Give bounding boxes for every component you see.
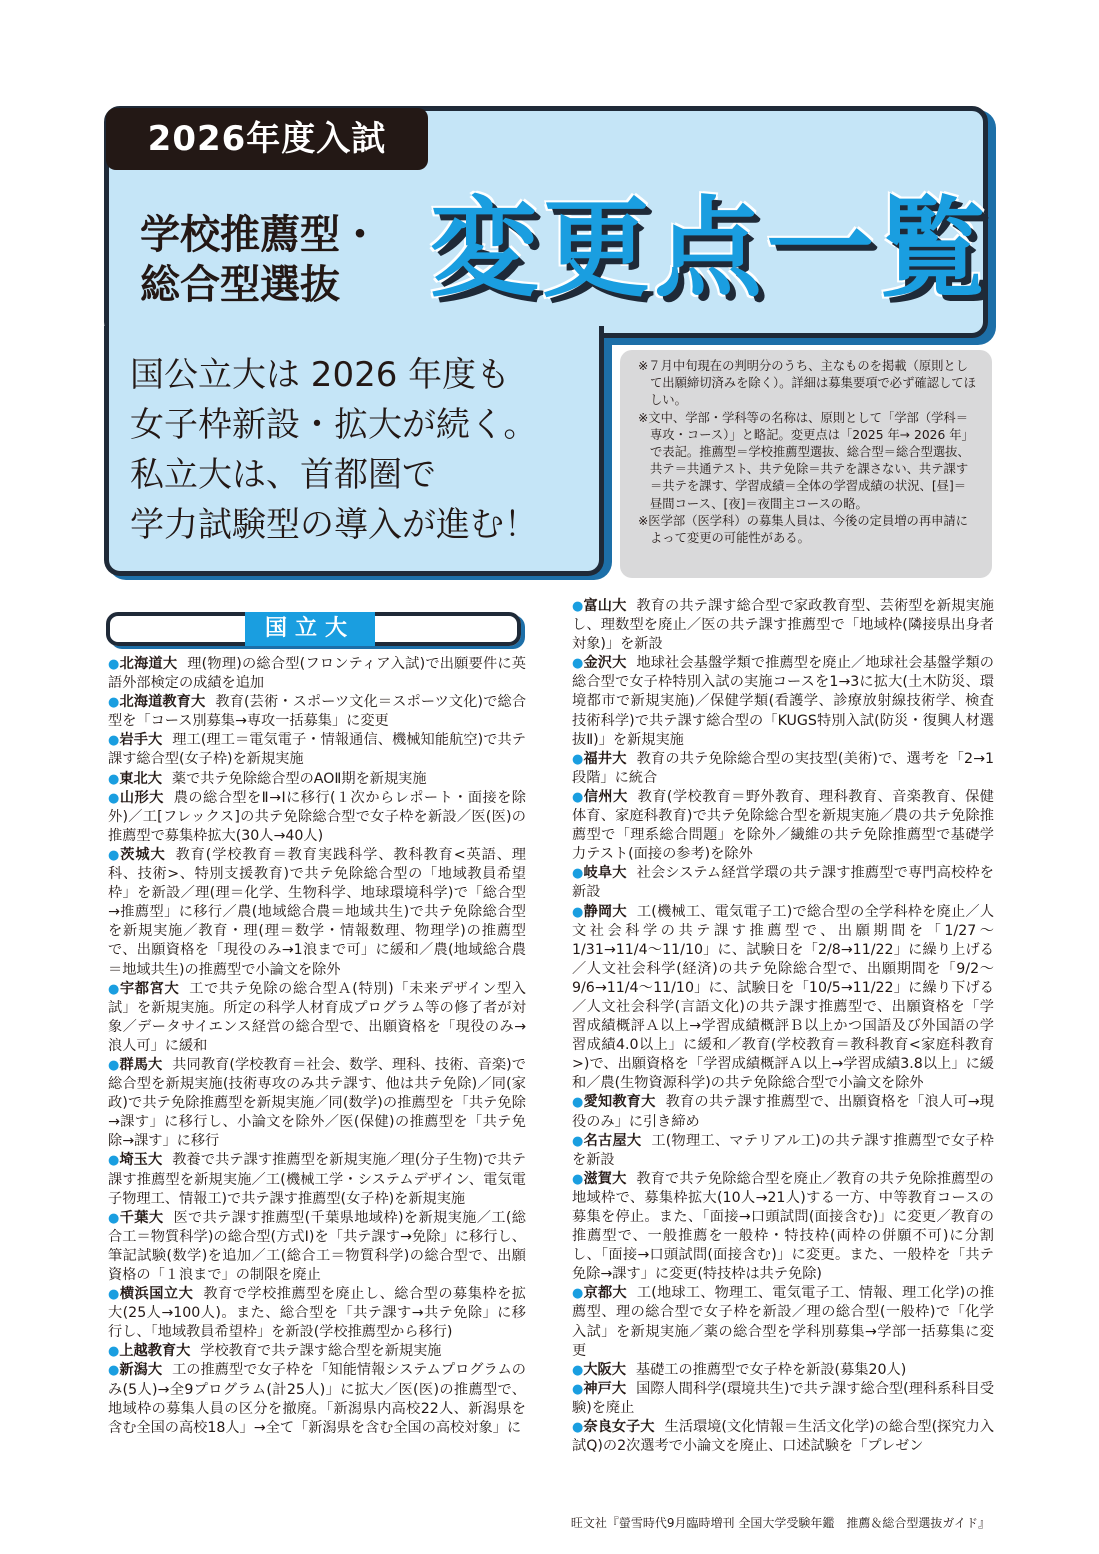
lead-line: 学力試験型の導入が進む！ [130,505,538,545]
university-name: 千葉大 [119,1209,164,1226]
university-name: 奈良女子大 [583,1419,655,1436]
university-entry [108,770,526,789]
change-text: 工の推薦型で女子枠を「知能情報システムプログラムのみ(5人)→全9プログラム(計25人)」に拡大／医(医)の推薦型で、地域枠の募集人員の区分を撤廃。「新潟県内高校22人、新潟県を含む全国の高校18人」→全て「新潟県を含む全国の高校対象」に [108,1362,526,1436]
bullet-icon: ● [572,789,584,805]
change-text: 教養で共テ課す推薦型を新規実施／理(分子生物)で共テ課す推薦型を新規実施／工(機械工学・システムデザイン、電気電子物理工、情報工)で共テ課す推薦型(女子枠)を新規実施 [108,1152,526,1207]
bullet-icon: ● [572,1362,584,1378]
university-entry [572,1284,994,1360]
university-name: 東北大 [119,770,162,787]
university-name: 大阪大 [583,1361,626,1378]
bullet-icon: ● [108,981,120,997]
change-text: 農の総合型をⅡ→Ⅰに移行(１次からレポート・面接を除外)／工[フレックス]の共テ免除総合型で女子枠を新設／医(医)の推薦型で募集枠拡大(30人→40人) [108,789,526,844]
right-column [572,597,994,1456]
bullet-icon: ● [108,1210,120,1226]
university-name: 宇都宮大 [119,980,180,997]
bullet-icon: ● [108,1344,120,1360]
university-name: 福井大 [583,750,627,767]
university-name: 北海道教育大 [119,694,206,711]
note-item: ※７月中旬現在の判明分のうち、主なものを掲載（原則として出願締切済みを除く）。詳細は募集要項で必ず確認してほしい。 [638,359,976,408]
university-name: 神戸大 [583,1380,627,1397]
change-text: 理工(理工＝電気電子・情報通信、機械知能航空)で共テ課す総合型(女子枠)を新規実施 [108,732,526,768]
university-entry [572,1170,994,1285]
change-text: 理(物理)の総合型(フロンティア入試)で出願要件に英語外部検定の成績を追加 [108,656,526,692]
university-name: 山形大 [119,789,164,806]
lead-line: 私立大は、首都圏で [130,455,436,495]
university-name: 信州大 [583,788,628,805]
main-title: 変更点一覧 [430,187,991,312]
bullet-icon: ● [572,1420,584,1436]
bullet-icon: ● [108,847,121,863]
university-name: 岩手大 [119,732,163,749]
university-entry [572,864,994,902]
university-entry [108,1361,526,1437]
bullet-icon: ● [108,733,120,749]
bullet-icon: ● [572,866,584,882]
change-text: 工(物理工、マテリアル工)の共テ課す推薦型で女子枠を新設 [572,1132,994,1168]
note-item: ※文中、学部・学科等の名称は、原則として「学部（学科＝専攻・コース）」と略記。変更点は「2025 年→ 2026 年」で表記。推薦型＝学校推薦型選抜、総合型＝総合型選抜、共テ＝共通テスト、共テ免除＝共テを課さない、共テ課す＝共テを課す、学習成績＝全体の学習成績の状況、[昼]＝昼間コース、[夜]＝夜間主コースの略。 [638,410,974,511]
university-name: 愛知教育大 [583,1094,656,1111]
university-name: 北海道大 [119,656,178,672]
university-entry [572,750,994,788]
change-text: 地球社会基盤学類で推薦型を廃止／地球社会基盤学類の総合型で女子枠特別入試の実施コースを1→3に拡大(土木防災、環境都市で新規実施)／保健学類(看護学、診療放射線技術学、検査技術科学)で共テ課す総合型の「KUGS特別入試(防災・復興人材選抜Ⅱ)」を新規実施 [572,655,994,748]
university-name: 京都大 [583,1285,627,1302]
university-name: 金沢大 [583,655,627,672]
university-name: 上越教育大 [119,1343,191,1360]
change-text: 教育(学校教育＝野外教育、理科教育、音楽教育、保健体育、家庭科教育)で共テ免除総合型を新規実施／農の共テ免除推薦型で「理系総合問題」を除外／繊維の共テ免除推薦型で基礎学力テスト(面接の参考)を除外 [572,788,994,863]
university-entry [572,1132,994,1170]
bullet-icon: ● [108,1363,120,1379]
change-text: 国際人間科学(環境共生)で共テ課す総合型(理科系科目受験)を廃止 [572,1380,995,1416]
bullet-icon: ● [572,1095,584,1111]
left-column [108,655,526,1438]
hero-joint [109,320,599,336]
bullet-icon: ● [572,599,584,614]
university-name: 岐阜大 [583,865,627,882]
university-name: 群馬大 [119,1056,163,1073]
bullet-icon: ● [108,1287,120,1303]
change-text: 教育の共テ免除総合型の実技型(美術)で、選考を「2→1段階」に統合 [572,750,994,786]
change-text: 教育(芸術・スポーツ文化＝スポーツ文化)で総合型を「コース別募集→専攻一括募集」に変更 [108,694,527,730]
university-name: 名古屋大 [583,1132,642,1149]
lead-text [130,350,590,550]
university-entry [108,1056,526,1151]
bullet-icon: ● [108,657,120,672]
university-entry [108,693,526,731]
year-tag: 2026年度入試 [106,108,428,170]
university-entry [572,1418,994,1456]
university-entry [108,846,526,980]
university-entry [572,1361,994,1380]
change-text: 教育の共テ課す推薦型で、出願資格を「浪人可→現役のみ」に引き締め [572,1094,994,1130]
university-entry [572,788,994,864]
university-name: 横浜国立大 [119,1286,194,1303]
note-item: ※医学部（医学科）の募集人員は、今後の定員増の再申請によって変更の可能性がある。 [638,513,969,546]
university-entry [108,1209,526,1285]
university-entry [572,1093,994,1131]
university-entry [572,654,994,749]
university-name: 新潟大 [119,1362,163,1379]
change-text: 薬で共テ免除総合型のAOⅡ期を新規実施 [171,770,427,787]
change-text: 共同教育(学校教育＝社会、数学、理科、技術、音楽)で総合型を新規実施(技術専攻のみ共テ課す、他は共テ免除)／同(家政)で共テ免除推薦型を新規実施／同(数学)の推薦型を「共テ免除→課す」に移行し、小論文を除外／医(保健)の推薦型を「共テ免除→課す」に移行 [108,1056,526,1150]
university-name: 埼玉大 [119,1152,163,1169]
bullet-icon: ● [108,1057,120,1073]
change-text: 教育(学校教育＝教育実践科学、教科教育<英語、理科、技術>、特別支援教育)で共テ免除総合型の「地域教員希望枠」を新設／理(理＝化学、生物科学、地球環境科学)で「総合型→推薦型」に移行／農(地域総合農＝地域共生)で共テ免除総合型を新規実施／教育・理(理＝数学・情報数理、物理学)の推薦型で、出願資格を「現役のみ→1浪まで可」に緩和／農(地域総合農＝地域共生)の推薦型で小論文を除外 [108,846,526,978]
change-text: 工で共テ免除の総合型Ａ(特別)「未来デザイン型入試」を新規実施。所定の科学人材育成プログラム等の修了者が対象／データサイエンス経営の総合型で、出願資格を「現役のみ→浪人可」に緩和 [108,980,526,1054]
university-entry [108,1342,526,1361]
university-entry [108,1285,526,1342]
university-name: 富山大 [583,598,627,614]
lead-line: 国公立大は 2026 年度も [130,355,511,395]
change-text: 教育で学校推薦型を廃止し、総合型の募集枠を拡大(25人→100人)。また、総合型を「共テ課す→共テ免除」に移行し、「地域教員希望枠」を新設(学校推薦型から移行) [108,1286,526,1341]
bullet-icon: ● [572,904,584,920]
change-text: 教育の共テ課す総合型で家政教育型、芸術型を新規実施し、理数型を廃止／医の共テ課す推薦型で「地域枠(隣接県出身者対象)」を新設 [572,598,994,653]
notes-box [620,350,992,578]
bullet-icon: ● [572,1381,584,1397]
subtitle-line: 総合型選抜 [140,262,340,308]
change-text: 教育で共テ免除総合型を廃止／教育の共テ免除推薦型の地域枠で、募集枠拡大(10人→21人)する一方、中等教育コースの募集を停止。また、「面接→口頭試問(面接含む)」に変更／教育の推薦型で、一般推薦を一般枠・特技枠(両枠の併願不可)に分割し、「面接→口頭試問(面接含む)」に変更。また、一般枠を「共テ免除→課す」に変更(特技枠は共テ免除) [572,1170,994,1283]
change-text: 基礎工の推薦型で女子枠を新設(募集20人) [635,1361,907,1378]
university-entry [572,903,994,1094]
university-entry [108,655,526,693]
university-entry [572,1380,994,1418]
change-text: 社会システム経営学環の共テ課す推薦型で専門高校枠を新設 [572,865,994,901]
bullet-icon: ● [572,1133,584,1149]
change-text: 工(地球工、物理工、電気電子工、情報、理工化学)の推薦型、理の総合型で女子枠を新設／理の総合型(一般枠)で「化学入試」を新規実施／薬の総合型を学科別募集→学部一括募集に変更 [572,1285,995,1359]
university-entry [108,731,526,769]
change-text: 学校教育で共テ課す総合型を新規実施 [200,1343,442,1360]
change-text: 生活環境(文化情報＝生活文化学)の総合型(探究力入試Q)の2次選考で小論文を廃止、口述試験を「プレゼン [572,1419,995,1455]
bullet-icon: ● [572,1171,584,1187]
bullet-icon: ● [108,695,120,711]
university-entry [572,597,994,654]
university-name: 茨城大 [120,846,166,863]
bullet-icon: ● [108,1153,120,1169]
university-name: 静岡大 [583,903,627,920]
university-entry [108,1151,526,1208]
university-entry [108,980,526,1056]
section-label: 国立大 [245,612,375,646]
subtitle-line: 学校推薦型・ [140,212,380,258]
university-entry [108,789,526,846]
change-text: 医で共テ課す推薦型(千葉県地域枠)を新規実施／工(総合工＝物質科学)の総合型(方式Ⅰ)を「共テ課す→免除」に移行し、筆記試験(数学)を追加／工(総合工＝物質科学)の総合型で、出願資格の「１浪まで」の制限を廃止 [108,1209,526,1283]
bullet-icon: ● [572,751,584,767]
university-name: 滋賀大 [583,1170,627,1187]
bullet-icon: ● [108,790,120,806]
footer-credit: 旺文社『螢雪時代9月臨時増刊 全国大学受験年鑑 推薦＆総合型選抜ガイド』 [570,1516,990,1530]
subtitle [140,210,430,310]
bullet-icon: ● [572,1286,584,1302]
bullet-icon: ● [572,656,584,672]
bullet-icon: ● [108,771,120,787]
lead-line: 女子枠新設・拡大が続く。 [130,405,538,445]
change-text: 工(機械工、電気電子工)で総合型の全学科枠を廃止／人文社会科学の共テ課す推薦型で、出願期間を「1/27〜1/31→11/4〜11/10」に、試験日を「2/8→11/22」に繰り上げる／人文社会科学(経済)の共テ免除総合型で、出願期間を「9/2〜9/6→11/4〜11/10」に、試験日を「10/5→11/22」に繰り下げる／人文社会科学(言語文化)の共テ課す推薦型で、出願資格を「学習成績概評Ａ以上→学習成績概評Ｂ以上かつ国語及び外国語の学習成績4.0以上」に緩和／教育(学校教育＝教科教育<家庭科教育>)で、出願資格を「学習成績概評Ａ以上→学習成績3.8以上」に緩和／農(生物資源科学)の共テ免除総合型で小論文を除外 [572,903,995,1092]
